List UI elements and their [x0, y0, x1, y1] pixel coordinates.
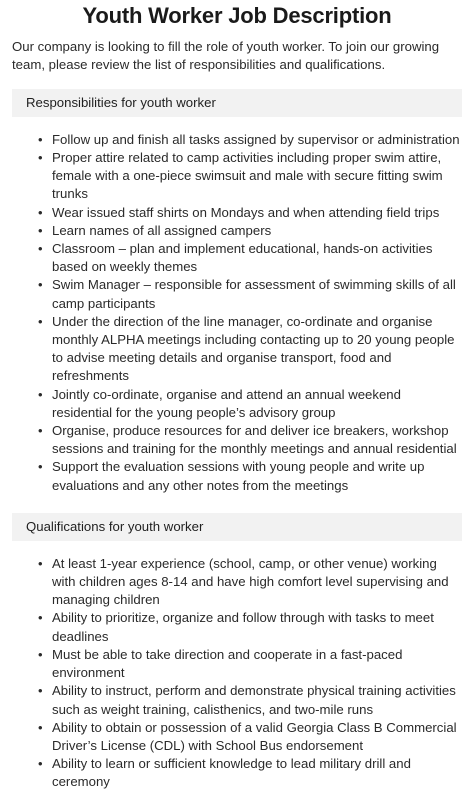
responsibility-item: • Wear issued staff shirts on Mondays and when attending field trips: [36, 204, 462, 222]
responsibilities-list: [12, 131, 462, 495]
responsibilities-header: Responsibilities for youth worker: [12, 89, 462, 117]
responsibility-item: • Proper attire related to camp activities including proper swim attire, female with a one-piece swimsuit and male with secure fitting swim trunks: [38, 150, 443, 202]
intro-paragraph: Our company is looking to fill the role of youth worker. To join our growing team, please review the list of responsibilities and qualifications.: [12, 39, 440, 73]
responsibility-item: • Under the direction of the line manager, co-ordinate and organise monthly ALPHA meetings including contacting up to 20 young people to advise meeting details and organise transport, food and refreshments: [38, 313, 455, 384]
bullet-icon: •: [38, 459, 43, 475]
responsibility-item: • Learn names of all assigned campers: [36, 222, 462, 240]
qualification-item: • Ability to prioritize, organize and follow through with tasks to meet deadlines: [38, 610, 434, 644]
qualification-item: • At least 1-year experience (school, camp, or other venue) working with children ages 8-14 and have high comfort level supervising and managing children: [38, 555, 449, 608]
bullet-icon: •: [38, 719, 43, 735]
bullet-icon: •: [38, 386, 43, 402]
responsibility-item: • Organise, produce resources for and deliver ice breakers, workshop sessions and training for the monthly meetings and annual residential: [38, 423, 457, 457]
bullet-icon: •: [38, 756, 43, 772]
responsibility-item: • Swim Manager – responsible for assessment of swimming skills of all camp participants: [38, 277, 456, 311]
qualifications-header: Qualifications for youth worker: [12, 513, 462, 541]
bullet-icon: •: [38, 313, 43, 329]
bullet-icon: •: [38, 423, 43, 439]
page-title: Youth Worker Job Description: [82, 3, 392, 28]
responsibility-item: • Classroom – plan and implement educational, hands-on activities based on weekly themes: [38, 241, 433, 275]
bullet-icon: •: [38, 683, 43, 699]
bullet-icon: •: [38, 204, 43, 220]
qualification-item: • Ability to learn or sufficient knowledge to lead military drill and ceremony: [38, 756, 411, 790]
responsibility-item: • Support the evaluation sessions with young people and write up evaluations and any other notes from the meetings: [38, 459, 425, 493]
bullet-icon: •: [38, 277, 43, 293]
bullet-icon: •: [38, 131, 43, 147]
qualification-item: • Ability to obtain or possession of a valid Georgia Class B Commercial Driver’s License (CDL) with School Bus endorsement: [38, 719, 457, 753]
qualification-item: • Ability to instruct, perform and demonstrate physical training activities such as weight training, calisthenics, and two-mile runs: [38, 683, 456, 717]
responsibility-item: • Jointly co-ordinate, organise and attend an annual weekend residential for the young people’s advisory group: [38, 386, 401, 420]
bullet-icon: •: [38, 150, 43, 166]
qualifications-list: [12, 555, 462, 792]
bullet-icon: •: [38, 646, 43, 662]
qualification-item: • Must be able to take direction and cooperate in a fast-paced environment: [38, 646, 403, 681]
bullet-icon: •: [38, 222, 43, 238]
bullet-icon: •: [38, 555, 43, 571]
responsibility-item: • Follow up and finish all tasks assigned by supervisor or administration: [36, 131, 462, 149]
bullet-icon: •: [38, 610, 43, 626]
bullet-icon: •: [38, 241, 43, 257]
